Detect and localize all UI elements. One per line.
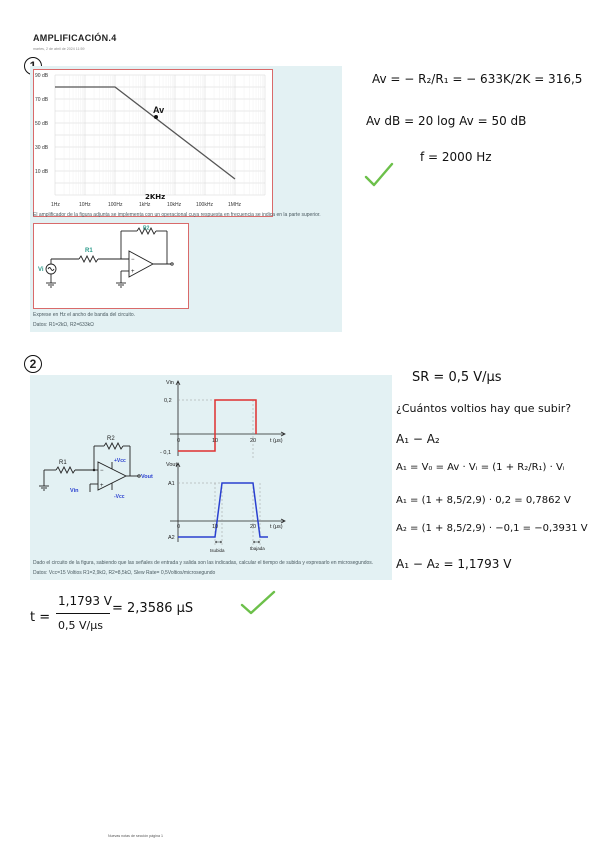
t-numerator: 1,1793 V — [58, 594, 113, 608]
vcc-pos-label: +Vcc — [114, 458, 126, 464]
page-title: AMPLIFICACIÓN.4 — [33, 33, 117, 43]
problem1-data: Datos: R1=2kΩ, R2=633kΩ — [33, 322, 94, 328]
check-icon-2 — [240, 590, 276, 616]
svg-text:−: − — [131, 257, 135, 263]
vout-a1: A1 — [168, 481, 175, 487]
problem2-caption: Dado el circuito de la figura, sabiendo que las señales de entrada y salida son las indicadas, calcular el tiempo de subida y expresarlo en microsegundos. — [33, 560, 374, 566]
x-tick-1mhz: 1MHz — [228, 202, 242, 208]
page-subtitle: martes, 2 de abril de 2024 11:59 — [33, 47, 85, 51]
p2-work-a1: A₁ = (1 + 8,5/2,9) · 0,2 = 0,7862 V — [396, 495, 571, 506]
vin-ylabel: Vin — [166, 380, 174, 386]
t-lhs: t = — [30, 610, 51, 625]
x-tick-10hz: 10Hz — [79, 202, 91, 208]
circuit1-diagram — [33, 223, 189, 309]
svg-text:+: + — [100, 483, 104, 489]
check-icon — [364, 162, 394, 188]
page-footer: Nuevas notas de sección página 1 — [108, 834, 163, 838]
vin-top-value: 0,2 — [164, 398, 172, 404]
p2-work-diff: A₁ − A₂ — [396, 432, 440, 446]
vout-x0: 0 — [177, 524, 181, 530]
vout-label: Vout — [141, 474, 153, 480]
vin-label: Vin — [70, 488, 79, 494]
x-tick-100khz: 100kHz — [196, 202, 213, 208]
r1-label-2: R1 — [59, 460, 67, 466]
r2-label-2: R2 — [107, 436, 115, 442]
p2-work-question: ¿Cuántos voltios hay que subir? — [396, 402, 572, 415]
y-tick-30: 30 dB — [35, 145, 49, 151]
x-tick-100hz: 100Hz — [108, 202, 123, 208]
problem1-caption: El amplificador de la figura adjunta se implementa con un operacional cuya respuesta en frecuencia se indica en la parte superior. — [33, 212, 321, 218]
y-tick-70: 70 dB — [35, 97, 49, 103]
svg-text:−: − — [100, 468, 104, 474]
annot-av: Av — [153, 105, 165, 115]
r1-resistor-2 — [56, 467, 75, 473]
y-tick-90: 90 dB — [35, 73, 49, 79]
t-denominator: 0,5 V/μs — [58, 619, 103, 632]
p2-work-a1-formula: A₁ = V₀ = Av · Vᵢ = (1 + R₂/R₁) · Vᵢ — [396, 462, 565, 473]
vin-x20: 20 — [250, 438, 257, 444]
annot-2khz: 2KHz — [145, 193, 166, 201]
vcc-neg-label: -Vcc — [114, 494, 125, 500]
y-tick-10: 10 dB — [35, 169, 49, 175]
p2-work-a2: A₂ = (1 + 8,5/2,9) · −0,1 = −0,3931 V — [396, 523, 588, 534]
svg-text:+: + — [131, 269, 135, 275]
y-tick-50: 50 dB — [35, 121, 49, 127]
av-point-marker — [154, 115, 158, 119]
vin-x10: 10 — [212, 438, 219, 444]
vout-ylabel: Vout — [166, 462, 178, 468]
x-tick-1khz: 1kHz — [139, 202, 151, 208]
problem1-question: Exprese en Hz el ancho de banda del circuito. — [33, 312, 136, 318]
vout-graph — [160, 462, 300, 556]
t-fall-label: tbajada — [250, 546, 265, 551]
p2-work-sr: SR = 0,5 V/μs — [412, 370, 502, 385]
vout-x10: 10 — [212, 524, 219, 530]
p1-work-f: f = 2000 Hz — [420, 150, 492, 164]
p2-work-diff-result: A₁ − A₂ = 1,1793 V — [396, 557, 512, 571]
fraction-bar — [56, 613, 110, 614]
t-rise-label: tsubida — [210, 548, 225, 553]
problem2-number-circle — [24, 355, 42, 373]
r2-resistor-2 — [104, 443, 123, 449]
vout-xunit: t (μs) — [270, 524, 283, 530]
vout-x20: 20 — [250, 524, 257, 530]
x-tick-1hz: 1Hz — [51, 202, 60, 208]
r1-label: R1 — [85, 248, 93, 254]
r2-label: R2 — [143, 225, 150, 232]
vi-label: Vi — [38, 267, 44, 273]
t-result: = 2,3586 μS — [112, 601, 194, 616]
vout-a2: A2 — [168, 535, 175, 541]
vin-x0: 0 — [177, 438, 181, 444]
problem2-data: Datos: Vcc=15 Voltios R1=2,9kΩ, R2=8,5kΩ, Slew Rate= 0,5Voltios/microsegundo — [33, 570, 216, 576]
circuit2-diagram — [34, 428, 158, 508]
p1-work-av: Av = − R₂/R₁ = − 633K/2K = 316,5 — [372, 72, 583, 86]
x-tick-10khz: 10kHz — [167, 202, 182, 208]
p1-work-avdb: Av dB = 20 log Av = 50 dB — [366, 114, 527, 128]
vin-bottom-value: - 0,1 — [160, 450, 172, 456]
problem2-number: 2 — [29, 357, 37, 371]
vin-graph — [160, 378, 300, 458]
vin-xunit: t (μs) — [270, 438, 283, 444]
